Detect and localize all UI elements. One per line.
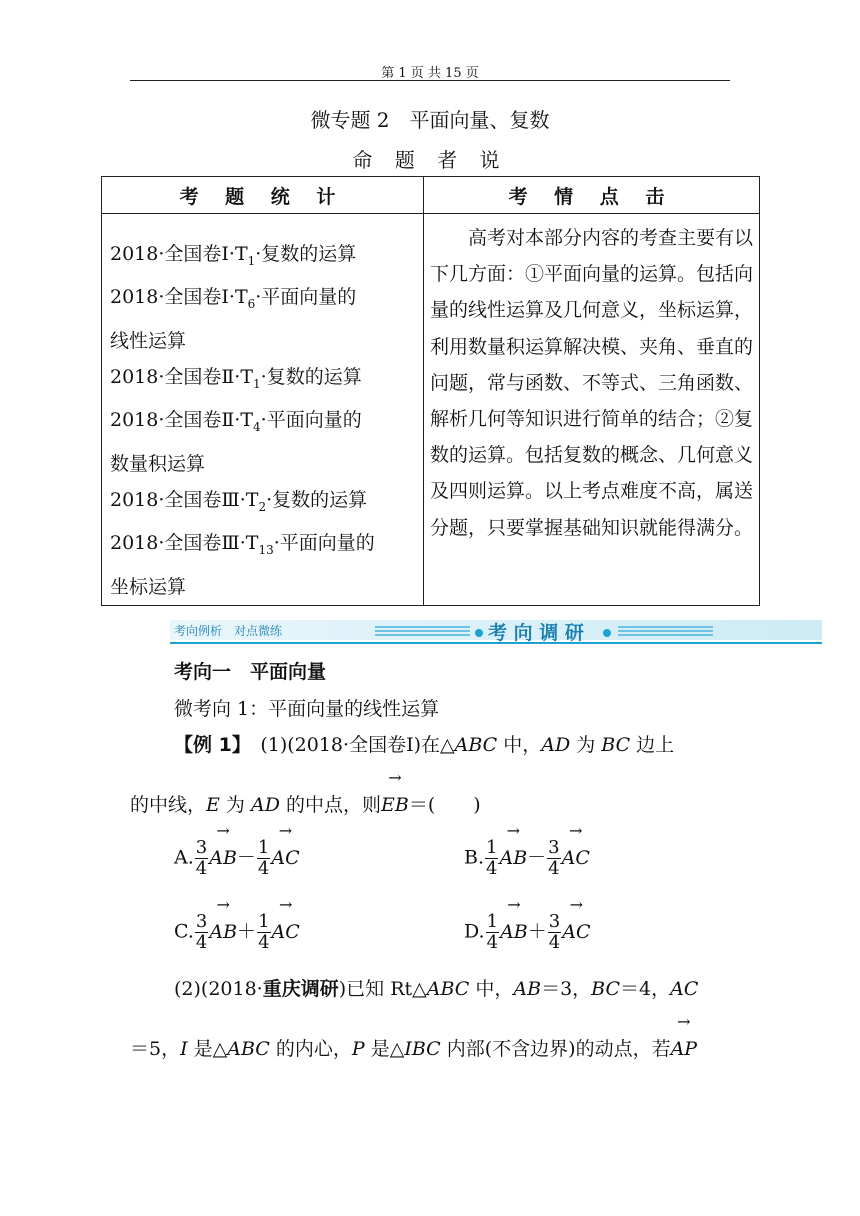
- question-2-line-2: ＝5，I 是△ABC 的内心，P 是△IBC 内部(不含边界)的动点，若→ AP: [130, 1034, 697, 1061]
- stats-line: 2018·全国卷$Ⅱ\cdot T_4\cdot$平面向量的: [110, 409, 362, 435]
- example-label: 【例 1】: [174, 734, 242, 756]
- stats-line: 2018·全国卷$Ⅰ\cdot T_1\cdot$复数的运算: [110, 243, 357, 268]
- points-cell: [424, 214, 760, 606]
- section-heading: 考向一 平面向量: [174, 661, 327, 683]
- stats-line: 2018·全国卷$Ⅲ\cdot T_{13}\cdot$平面向量的: [110, 532, 375, 558]
- page-header: 第 1 页 共 15 页: [381, 66, 479, 81]
- page-title: 微专题 2 平面向量、复数: [310, 108, 550, 132]
- exam-stats-table: [101, 176, 760, 606]
- section-banner: [170, 616, 822, 646]
- col-header-stats: 考 题 统 计: [102, 177, 424, 214]
- example-line-1: 【例 1】 (1)(2018·全国卷Ⅰ)在△ABC 中，AD 为 BC 边上: [174, 734, 675, 756]
- stats-line: 线性运算: [110, 329, 187, 352]
- option-b: B. $\frac{1}{4}$ → AB－ $\frac{3}{4}$ → AC: [464, 838, 590, 879]
- points-text: 高考对本部分内容的考查主要有以下几方面：①平面向量的运算。包括向量的线性运算及几何意义，坐标运算，利用数量积运算解决模、夹角、垂直的问题，常与函数、不等式、三角函数、解析几何等知识进行简单的结合；②复数的运算。包括复数的概念、几何意义及四则运算。以上考点难度不高，属送分题，只要掌握基础知识就能得满分。: [430, 227, 754, 539]
- stats-line: 2018·全国卷$Ⅲ\cdot T_2\cdot$复数的运算: [110, 489, 368, 514]
- banner-right-text: 考 向 调 研: [488, 622, 584, 644]
- header-rule: [130, 80, 730, 81]
- stats-line: 坐标运算: [110, 575, 187, 598]
- question-2-line-1: (2)(2018·重庆调研)已知 Rt△ABC 中，AB＝3，BC＝4，AC: [174, 978, 699, 1000]
- example-line-2: 的中线，E 为 AD 的中点，则→ EB＝( ): [130, 790, 481, 817]
- option-c: C. $\frac{3}{4}$ → AB＋ $\frac{1}{4}$ → AC: [174, 912, 300, 953]
- stats-line: 2018·全国卷$Ⅱ\cdot T_1\cdot$复数的运算: [110, 366, 362, 391]
- col-header-points: 考 情 点 击: [424, 177, 760, 214]
- stats-line: 2018·全国卷$Ⅰ\cdot T_6\cdot$平面向量的: [110, 286, 357, 312]
- stats-line: 数量积运算: [110, 452, 206, 475]
- option-d: D. $\frac{1}{4}$ → AB＋ $\frac{3}{4}$ → AC: [464, 912, 590, 953]
- page-subtitle: 命 题 者 说: [352, 148, 508, 172]
- stats-cell: [102, 214, 424, 606]
- option-a: A. $\frac{3}{4}$ → AB－ $\frac{1}{4}$ → AC: [174, 838, 300, 879]
- banner-left-text: 考向例析 对点微练: [174, 624, 283, 638]
- sub-heading: 微考向 1：平面向量的线性运算: [174, 698, 440, 720]
